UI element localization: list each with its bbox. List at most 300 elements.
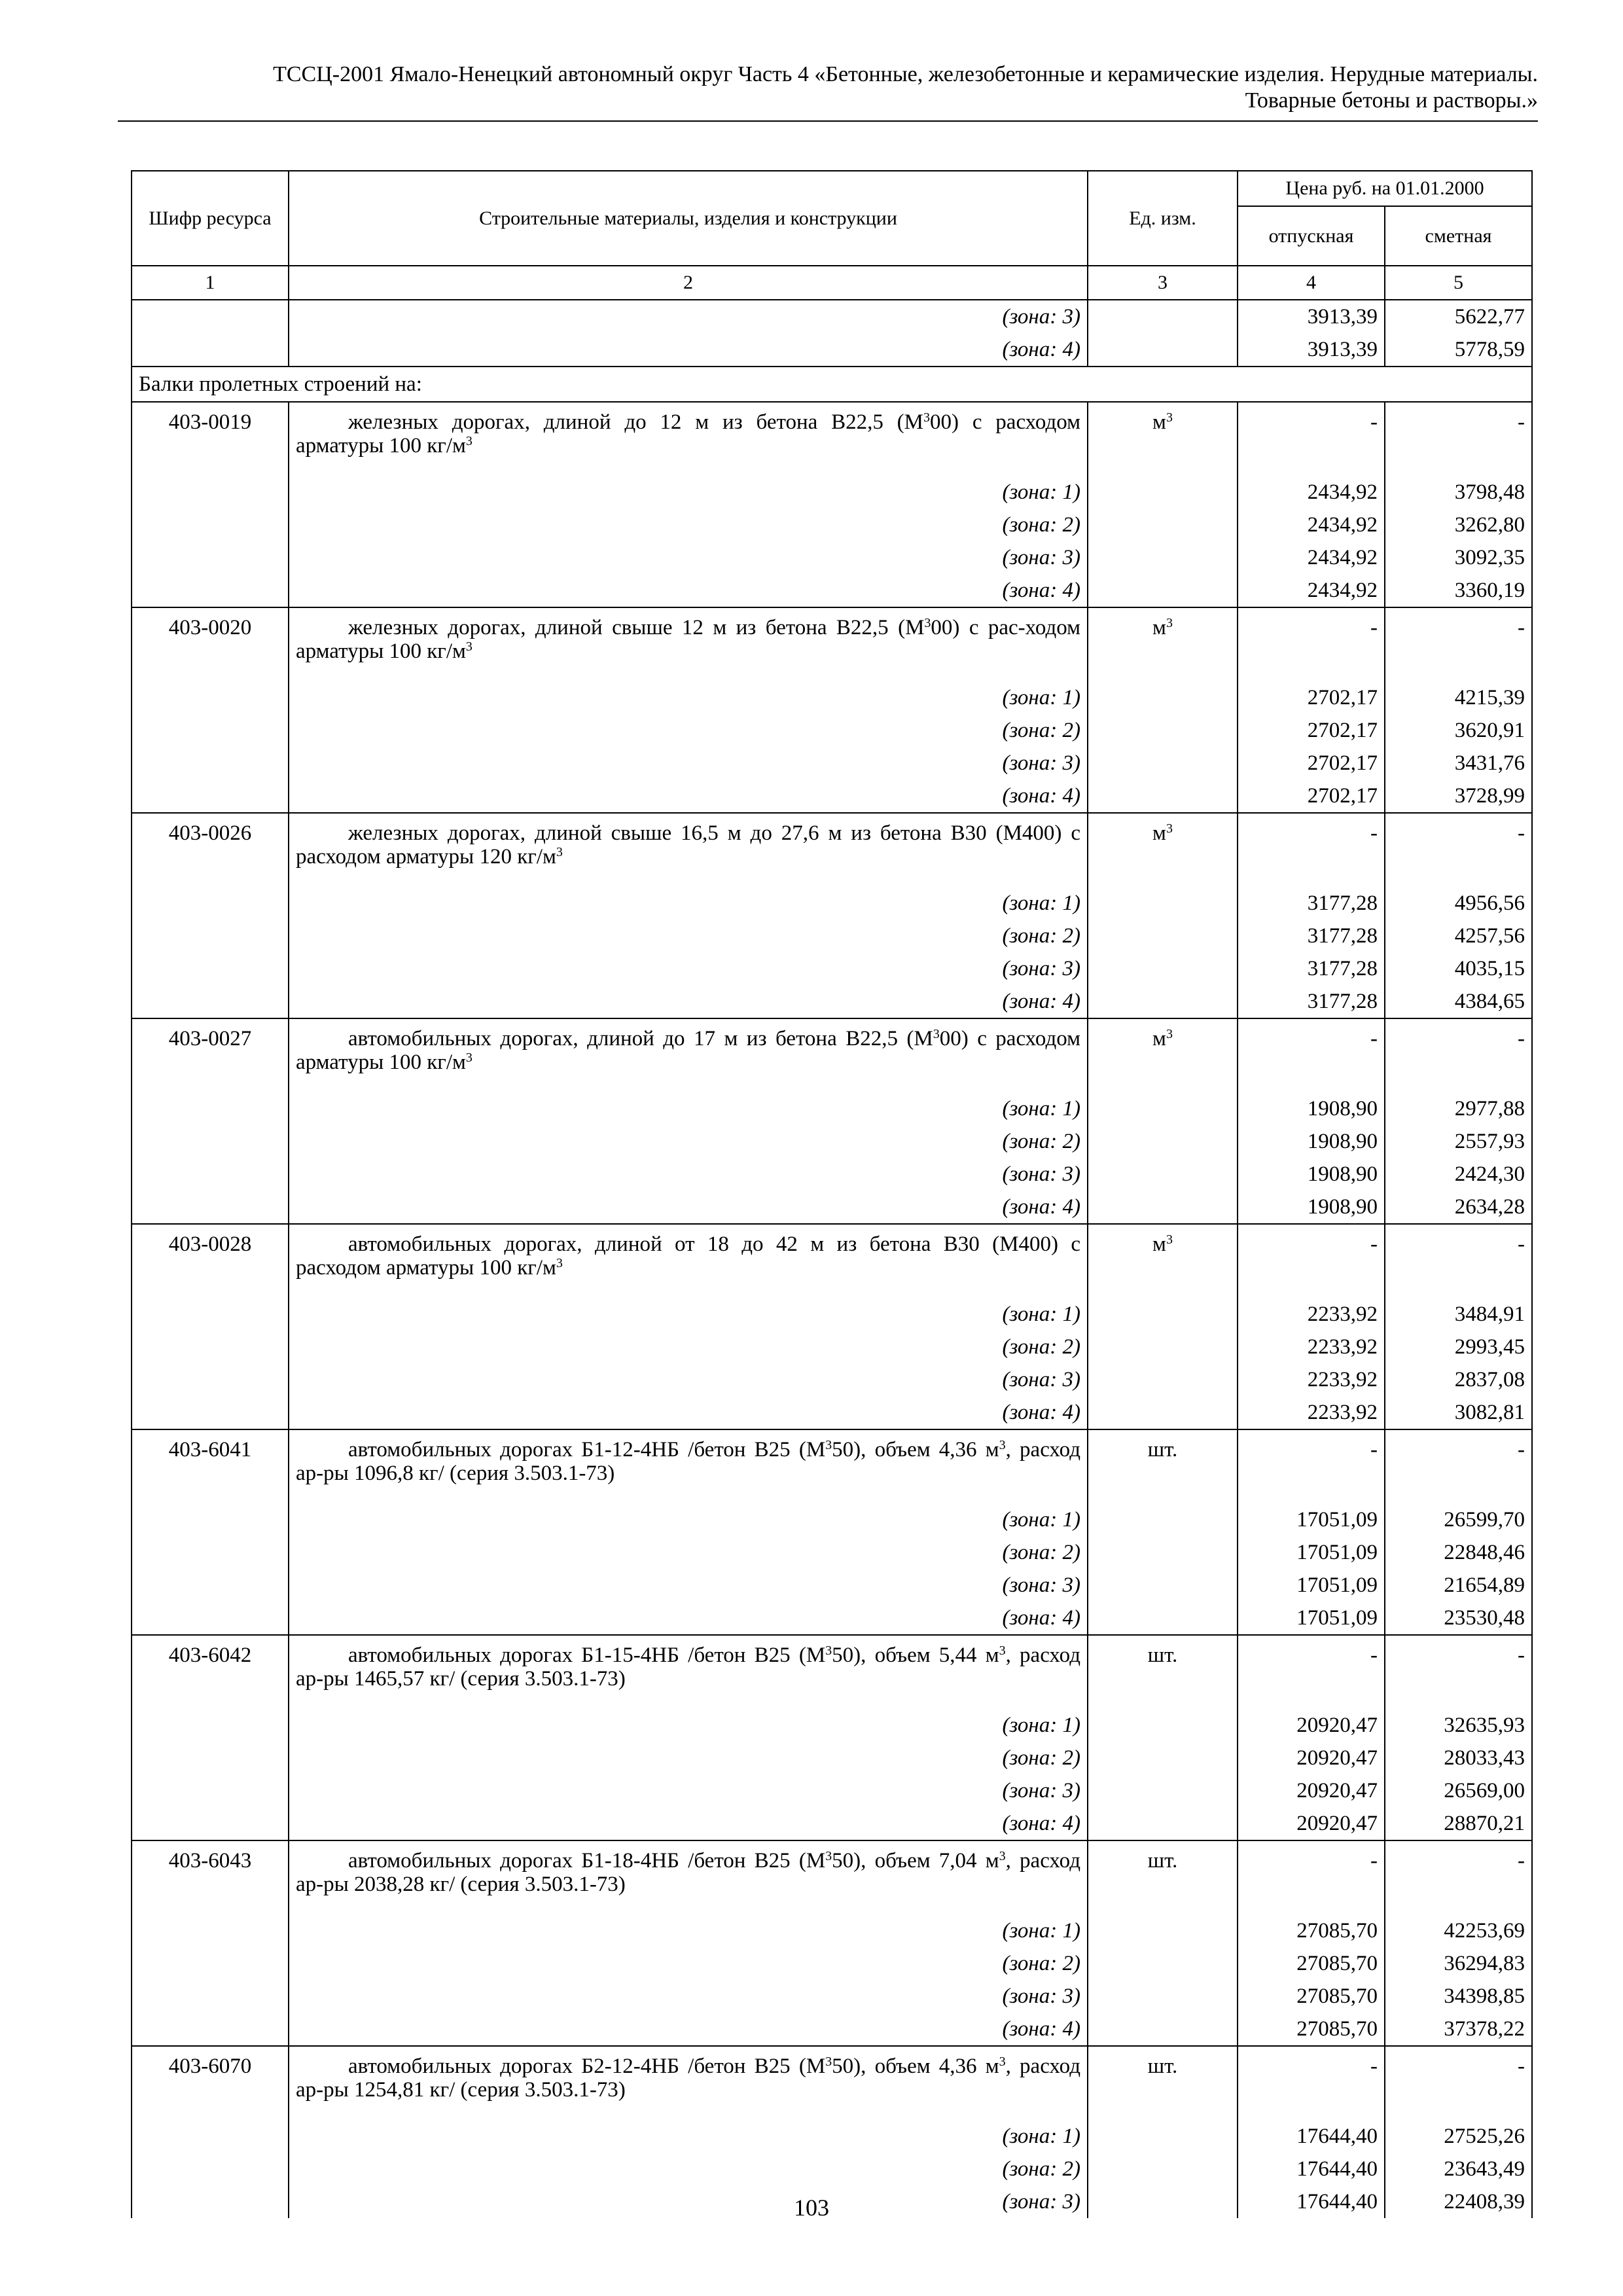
row-code-empty (132, 1742, 289, 1774)
description-text: автомобильных дорогах, длиной до 17 м из бетона В22,5 (М (348, 1027, 933, 1050)
estimate-price: 37378,22 (1385, 2013, 1532, 2046)
resource-description (289, 607, 1088, 681)
row-code-empty (132, 1947, 289, 1980)
description-text: 00) с расходом арматуры 100 кг/м (296, 1027, 1080, 1074)
row-code-empty (132, 1331, 289, 1363)
release-price: 27085,70 (1238, 1914, 1385, 1947)
unit-of-measure (1088, 1018, 1238, 1092)
column-header-price-group: Цена руб. на 01.01.2000 (1238, 171, 1532, 206)
zone-label: (зона: 1) (289, 1092, 1088, 1125)
zone-row (132, 1331, 1532, 1363)
row-unit-empty (1088, 509, 1238, 541)
running-header (118, 62, 1538, 114)
resource-row (132, 2046, 1532, 2120)
column-header-estimate-price: сметная (1385, 206, 1532, 266)
resource-row (132, 402, 1532, 476)
description-superscript: 3 (999, 1643, 1006, 1658)
unit-text: м (1152, 1232, 1166, 1256)
column-number: 1 (132, 266, 289, 300)
release-price: 1908,90 (1238, 1125, 1385, 1158)
release-price: 3913,39 (1238, 300, 1385, 333)
zone-row (132, 985, 1532, 1018)
row-code-empty (132, 1363, 289, 1396)
estimate-price: 5622,77 (1385, 300, 1532, 333)
estimate-price: 4035,15 (1385, 952, 1532, 985)
description-text: , расход ар-ры 1096,8 кг/ (серия 3.503.1-73) (296, 1438, 1080, 1485)
resource-description (289, 1018, 1088, 1092)
row-code-empty (132, 509, 289, 541)
row-unit-empty (1088, 1536, 1238, 1569)
zone-label: (зона: 2) (289, 1331, 1088, 1363)
estimate-price: - (1385, 1635, 1532, 1709)
estimate-price: 3262,80 (1385, 509, 1532, 541)
unit-of-measure (1088, 1635, 1238, 1709)
description-text: железных дорогах, длиной свыше 16,5 м до 27,6 м из бетона В30 (М400) с расходом арматуры 120 кг/м (296, 821, 1080, 869)
unit-text: шт. (1147, 1438, 1178, 1462)
estimate-price: 2424,30 (1385, 1158, 1532, 1191)
resource-row (132, 1635, 1532, 1709)
unit-text: м (1152, 410, 1166, 434)
zone-label: (зона: 1) (289, 1503, 1088, 1536)
row-code-empty (132, 1158, 289, 1191)
estimate-price: - (1385, 402, 1532, 476)
row-unit-empty (1088, 1363, 1238, 1396)
zone-label: (зона: 3) (289, 2185, 1088, 2218)
zone-row (132, 509, 1532, 541)
column-header-code: Шифр ресурса (132, 171, 289, 266)
zone-label: (зона: 4) (289, 2013, 1088, 2046)
description-text: 50), объем 5,44 м (832, 1643, 999, 1667)
release-price: 1908,90 (1238, 1191, 1385, 1224)
estimate-price: 32635,93 (1385, 1709, 1532, 1742)
estimate-price: 3484,91 (1385, 1298, 1532, 1331)
section-title: Балки пролетных строений на: (132, 367, 1532, 402)
description-text: автомобильных дорогах, длиной от 18 до 42 м из бетона В30 (М400) с расходом арматуры 100 кг/м (296, 1232, 1080, 1280)
description-superscript: 3 (465, 434, 473, 448)
release-price: 20920,47 (1238, 1742, 1385, 1774)
resource-description (289, 1635, 1088, 1709)
column-number: 4 (1238, 266, 1385, 300)
row-code-empty (132, 541, 289, 574)
zone-row (132, 1914, 1532, 1947)
zone-row (132, 1158, 1532, 1191)
release-price: 2434,92 (1238, 476, 1385, 509)
resource-code: 403-0028 (132, 1224, 289, 1298)
zone-row (132, 1774, 1532, 1807)
resource-row (132, 813, 1532, 887)
release-price: 20920,47 (1238, 1774, 1385, 1807)
row-unit-empty (1088, 1947, 1238, 1980)
release-price: - (1238, 2046, 1385, 2120)
description-superscript: 3 (923, 410, 931, 425)
release-price: 27085,70 (1238, 1980, 1385, 2013)
zone-row (132, 952, 1532, 985)
header-rule (118, 120, 1538, 122)
unit-of-measure (1088, 1224, 1238, 1298)
estimate-price: 3431,76 (1385, 747, 1532, 780)
estimate-price: 5778,59 (1385, 333, 1532, 367)
release-price: 3913,39 (1238, 333, 1385, 367)
row-unit-empty (1088, 920, 1238, 952)
zone-label: (зона: 2) (289, 1947, 1088, 1980)
unit-superscript: 3 (1166, 1027, 1173, 1041)
release-price: 3177,28 (1238, 920, 1385, 952)
price-table (131, 170, 1533, 2218)
unit-text: м (1152, 1027, 1166, 1050)
zone-label: (зона: 3) (289, 1569, 1088, 1602)
row-code-empty (132, 2013, 289, 2046)
row-unit-empty (1088, 952, 1238, 985)
release-price: 27085,70 (1238, 1947, 1385, 1980)
estimate-price: 4956,56 (1385, 887, 1532, 920)
row-unit-empty (1088, 681, 1238, 714)
estimate-price: 2977,88 (1385, 1092, 1532, 1125)
row-code-empty (132, 1536, 289, 1569)
resource-code: 403-0026 (132, 813, 289, 887)
estimate-price: 36294,83 (1385, 1947, 1532, 1980)
description-text: , расход ар-ры 2038,28 кг/ (серия 3.503.1-73) (296, 1849, 1080, 1896)
release-price: 2434,92 (1238, 574, 1385, 607)
release-price: 2233,92 (1238, 1363, 1385, 1396)
zone-row (132, 920, 1532, 952)
unit-text: шт. (1147, 2054, 1178, 2078)
unit-of-measure (1088, 1429, 1238, 1503)
description-superscript: 3 (825, 1438, 832, 1452)
estimate-price: 28870,21 (1385, 1807, 1532, 1840)
row-unit-empty (1088, 747, 1238, 780)
zone-label: (зона: 3) (289, 1980, 1088, 2013)
release-price: 2233,92 (1238, 1331, 1385, 1363)
estimate-price: 3360,19 (1385, 574, 1532, 607)
estimate-price: - (1385, 2046, 1532, 2120)
zone-label: (зона: 4) (289, 1602, 1088, 1635)
resource-description (289, 813, 1088, 887)
row-unit-empty (1088, 1774, 1238, 1807)
release-price: 17051,09 (1238, 1536, 1385, 1569)
row-code-empty (132, 887, 289, 920)
zone-label: (зона: 1) (289, 1298, 1088, 1331)
estimate-price: - (1385, 607, 1532, 681)
estimate-price: - (1385, 1429, 1532, 1503)
zone-label: (зона: 4) (289, 1807, 1088, 1840)
estimate-price: - (1385, 813, 1532, 887)
release-price: 17051,09 (1238, 1503, 1385, 1536)
unit-text: шт. (1147, 1849, 1178, 1873)
row-code-empty (132, 1774, 289, 1807)
column-header-name: Строительные материалы, изделия и конструкции (289, 171, 1088, 266)
page-number: 103 (794, 2195, 829, 2221)
estimate-price: 27525,26 (1385, 2120, 1532, 2153)
description-text: 50), объем 4,36 м (832, 2054, 999, 2078)
zone-label: (зона: 4) (289, 574, 1088, 607)
zone-row (132, 1536, 1532, 1569)
release-price: 2702,17 (1238, 747, 1385, 780)
zone-label: (зона: 4) (289, 1191, 1088, 1224)
resource-code: 403-6043 (132, 1840, 289, 1914)
estimate-price: 4215,39 (1385, 681, 1532, 714)
row-unit-empty (1088, 574, 1238, 607)
resource-description (289, 2046, 1088, 2120)
zone-row (132, 1569, 1532, 1602)
zone-row (132, 574, 1532, 607)
row-unit-empty (1088, 985, 1238, 1018)
zone-label: (зона: 4) (289, 1396, 1088, 1429)
row-unit-empty (1088, 1914, 1238, 1947)
description-text: автомобильных дорогах Б1-12-4НБ /бетон В25 (М (348, 1438, 826, 1462)
section-row (132, 367, 1532, 402)
row-unit-empty (1088, 1709, 1238, 1742)
zone-row (132, 1503, 1532, 1536)
resource-description (289, 1840, 1088, 1914)
row-unit-empty (1088, 2153, 1238, 2185)
zone-row (132, 2013, 1532, 2046)
row-code-empty (132, 574, 289, 607)
zone-label: (зона: 1) (289, 476, 1088, 509)
resource-code: 403-6041 (132, 1429, 289, 1503)
unit-of-measure (1088, 402, 1238, 476)
estimate-price: - (1385, 1018, 1532, 1092)
zone-row (132, 1602, 1532, 1635)
unit-superscript: 3 (1166, 821, 1173, 836)
zone-row (132, 714, 1532, 747)
release-price: 3177,28 (1238, 952, 1385, 985)
description-superscript: 3 (465, 639, 473, 654)
release-price: 3177,28 (1238, 887, 1385, 920)
estimate-price: 4257,56 (1385, 920, 1532, 952)
estimate-price: 3620,91 (1385, 714, 1532, 747)
column-number-row (132, 266, 1532, 300)
row-code-empty (132, 780, 289, 813)
zone-row (132, 2120, 1532, 2153)
description-text: железных дорогах, длиной свыше 12 м из бетона В22,5 (М (348, 616, 925, 639)
zone-row (132, 747, 1532, 780)
zone-row (132, 1742, 1532, 1774)
zone-row (132, 1298, 1532, 1331)
estimate-price: 28033,43 (1385, 1742, 1532, 1774)
release-price: - (1238, 607, 1385, 681)
description-superscript: 3 (556, 1256, 563, 1270)
zone-row (132, 1709, 1532, 1742)
resource-description (289, 1429, 1088, 1503)
zone-label: (зона: 2) (289, 1742, 1088, 1774)
zone-row (132, 1980, 1532, 2013)
release-price: 1908,90 (1238, 1092, 1385, 1125)
unit-superscript: 3 (1166, 616, 1173, 630)
unit-superscript: 3 (1166, 410, 1173, 425)
description-superscript: 3 (825, 1849, 832, 1863)
resource-code: 403-0019 (132, 402, 289, 476)
release-price: - (1238, 1840, 1385, 1914)
resource-description (289, 402, 1088, 476)
release-price: 17644,40 (1238, 2120, 1385, 2153)
estimate-price: 3092,35 (1385, 541, 1532, 574)
row-code-empty (132, 1396, 289, 1429)
release-price: 2434,92 (1238, 509, 1385, 541)
row-code-empty (132, 1709, 289, 1742)
zone-label: (зона: 3) (289, 541, 1088, 574)
zone-label: (зона: 2) (289, 509, 1088, 541)
zone-row (132, 333, 1532, 367)
row-code-empty (132, 1807, 289, 1840)
description-superscript: 3 (999, 2054, 1006, 2069)
row-unit-empty (1088, 780, 1238, 813)
row-code-empty (132, 333, 289, 367)
row-unit-empty (1088, 887, 1238, 920)
row-unit-empty (1088, 714, 1238, 747)
release-price: 17644,40 (1238, 2185, 1385, 2218)
zone-row (132, 1125, 1532, 1158)
row-code-empty (132, 714, 289, 747)
row-code-empty (132, 1298, 289, 1331)
resource-row (132, 607, 1532, 681)
row-unit-empty (1088, 1396, 1238, 1429)
release-price: - (1238, 1224, 1385, 1298)
zone-row (132, 1807, 1532, 1840)
unit-text: м (1152, 821, 1166, 845)
row-code-empty (132, 1092, 289, 1125)
release-price: - (1238, 1429, 1385, 1503)
row-unit-empty (1088, 2013, 1238, 2046)
estimate-price: 26569,00 (1385, 1774, 1532, 1807)
zone-label: (зона: 3) (289, 300, 1088, 333)
zone-label: (зона: 4) (289, 333, 1088, 367)
estimate-price: 23643,49 (1385, 2153, 1532, 2185)
zone-label: (зона: 2) (289, 1125, 1088, 1158)
running-header-line-2: Товарные бетоны и растворы.» (1245, 88, 1538, 113)
row-code-empty (132, 985, 289, 1018)
zone-row (132, 300, 1532, 333)
zone-label: (зона: 3) (289, 1158, 1088, 1191)
zone-row (132, 780, 1532, 813)
zone-label: (зона: 2) (289, 1536, 1088, 1569)
description-superscript: 3 (825, 1643, 832, 1658)
zone-label: (зона: 2) (289, 714, 1088, 747)
release-price: 1908,90 (1238, 1158, 1385, 1191)
estimate-price: 3728,99 (1385, 780, 1532, 813)
estimate-price: 4384,65 (1385, 985, 1532, 1018)
estimate-price: 22408,39 (1385, 2185, 1532, 2218)
estimate-price: 3082,81 (1385, 1396, 1532, 1429)
zone-row (132, 1092, 1532, 1125)
zone-row (132, 2153, 1532, 2185)
release-price: 2233,92 (1238, 1396, 1385, 1429)
row-unit-empty (1088, 1191, 1238, 1224)
estimate-price: 21654,89 (1385, 1569, 1532, 1602)
zone-row (132, 1363, 1532, 1396)
release-price: 2434,92 (1238, 541, 1385, 574)
description-text: 50), объем 4,36 м (832, 1438, 999, 1462)
zone-row (132, 887, 1532, 920)
zone-row (132, 1191, 1532, 1224)
row-unit-empty (1088, 1503, 1238, 1536)
release-price: - (1238, 813, 1385, 887)
row-code-empty (132, 920, 289, 952)
estimate-price: 42253,69 (1385, 1914, 1532, 1947)
estimate-price: 2634,28 (1385, 1191, 1532, 1224)
row-code-empty (132, 1503, 289, 1536)
release-price: 2702,17 (1238, 780, 1385, 813)
zone-row (132, 1947, 1532, 1980)
resource-description (289, 1224, 1088, 1298)
estimate-price: 2557,93 (1385, 1125, 1532, 1158)
resource-row (132, 1840, 1532, 1914)
estimate-price: 2837,08 (1385, 1363, 1532, 1396)
release-price: 3177,28 (1238, 985, 1385, 1018)
description-text: , расход ар-ры 1254,81 кг/ (серия 3.503.1-73) (296, 2054, 1080, 2102)
description-text: , расход ар-ры 1465,57 кг/ (серия 3.503.1-73) (296, 1643, 1080, 1691)
row-code-empty (132, 2153, 289, 2185)
description-superscript: 3 (999, 1438, 1006, 1452)
row-unit-empty (1088, 333, 1238, 367)
release-price: 20920,47 (1238, 1709, 1385, 1742)
resource-row (132, 1018, 1532, 1092)
zone-label: (зона: 1) (289, 887, 1088, 920)
description-superscript: 3 (999, 1849, 1006, 1863)
zone-row (132, 541, 1532, 574)
column-number: 2 (289, 266, 1088, 300)
zone-label: (зона: 1) (289, 1709, 1088, 1742)
row-unit-empty (1088, 300, 1238, 333)
zone-label: (зона: 3) (289, 952, 1088, 985)
unit-of-measure (1088, 607, 1238, 681)
row-code-empty (132, 1569, 289, 1602)
release-price: 17051,09 (1238, 1569, 1385, 1602)
unit-of-measure (1088, 1840, 1238, 1914)
description-superscript: 3 (465, 1050, 473, 1065)
row-code-empty (132, 1602, 289, 1635)
description-text: автомобильных дорогах Б1-15-4НБ /бетон В25 (М (348, 1643, 826, 1667)
column-number: 5 (1385, 266, 1532, 300)
zone-label: (зона: 2) (289, 2153, 1088, 2185)
row-code-empty (132, 952, 289, 985)
description-text: железных дорогах, длиной до 12 м из бетона В22,5 (М (348, 410, 924, 434)
row-unit-empty (1088, 1602, 1238, 1635)
row-code-empty (132, 747, 289, 780)
row-unit-empty (1088, 1298, 1238, 1331)
row-unit-empty (1088, 541, 1238, 574)
description-text: 00) с расходом арматуры 100 кг/м (296, 410, 1080, 457)
release-price: 2702,17 (1238, 681, 1385, 714)
estimate-price: - (1385, 1840, 1532, 1914)
resource-row (132, 1429, 1532, 1503)
resource-row (132, 1224, 1532, 1298)
zone-label: (зона: 2) (289, 920, 1088, 952)
row-unit-empty (1088, 1331, 1238, 1363)
row-code-empty (132, 2120, 289, 2153)
zone-label: (зона: 3) (289, 747, 1088, 780)
row-unit-empty (1088, 1092, 1238, 1125)
row-unit-empty (1088, 1569, 1238, 1602)
column-number: 3 (1088, 266, 1238, 300)
unit-text: шт. (1147, 1643, 1178, 1667)
unit-of-measure (1088, 813, 1238, 887)
zone-label: (зона: 1) (289, 1914, 1088, 1947)
row-unit-empty (1088, 1125, 1238, 1158)
row-unit-empty (1088, 1742, 1238, 1774)
column-header-release-price: отпускная (1238, 206, 1385, 266)
row-unit-empty (1088, 2120, 1238, 2153)
zone-label: (зона: 1) (289, 681, 1088, 714)
description-superscript: 3 (825, 2054, 832, 2069)
zone-row (132, 476, 1532, 509)
row-code-empty (132, 1191, 289, 1224)
resource-code: 403-0020 (132, 607, 289, 681)
row-unit-empty (1088, 1158, 1238, 1191)
row-code-empty (132, 1125, 289, 1158)
description-text: автомобильных дорогах Б1-18-4НБ /бетон В25 (М (348, 1849, 826, 1873)
zone-label: (зона: 1) (289, 2120, 1088, 2153)
estimate-price: 26599,70 (1385, 1503, 1532, 1536)
